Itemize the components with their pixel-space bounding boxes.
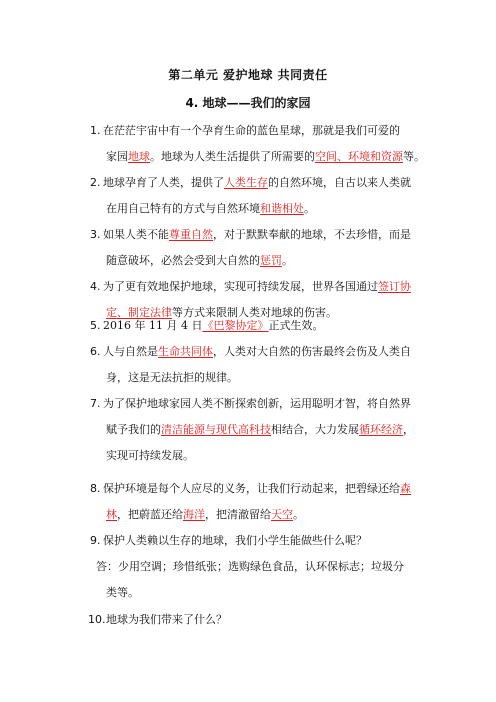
item-number: 5. bbox=[90, 319, 101, 332]
highlighted-answer: 清洁能源与现代高科技 bbox=[161, 423, 271, 436]
text-segment: 。地球为人类生活提供了所需要的 bbox=[150, 150, 315, 163]
list-item bbox=[0, 476, 430, 528]
text-segment: 等方式来限制人类对地球的伤害。 bbox=[172, 306, 337, 319]
text-segment: 保护人类赖以生存的地球，我们小学生能做些什么呢？ bbox=[103, 534, 367, 547]
text-line bbox=[103, 339, 430, 365]
text-segment: 地球孕育了人类，提供了 bbox=[103, 176, 224, 189]
text-segment: 等。 bbox=[403, 150, 425, 163]
text-segment: 相结合，大力发展 bbox=[271, 423, 359, 436]
unit-title: 第二单元 爱护地球 共同责任 bbox=[168, 68, 328, 82]
text-line bbox=[106, 196, 430, 222]
item-number: 6. bbox=[90, 345, 101, 358]
highlighted-answer: 和谐相处 bbox=[260, 202, 304, 215]
text-line bbox=[106, 144, 430, 170]
highlighted-answer: 森 bbox=[400, 482, 411, 495]
text-segment: 在用自己特有的方式与自然环境 bbox=[106, 202, 260, 215]
text-line bbox=[106, 248, 430, 274]
highlighted-answer: 人类生存 bbox=[224, 176, 268, 189]
list-item bbox=[0, 339, 430, 391]
list-item bbox=[0, 391, 430, 469]
item-number: 9. bbox=[90, 534, 101, 547]
item-number: 1. bbox=[90, 124, 101, 137]
item-number: 4. bbox=[90, 280, 101, 293]
text-segment: 为了更有效地保护地球，实现可持续发展，世界各国通过 bbox=[103, 280, 378, 293]
text-line bbox=[106, 607, 430, 633]
highlighted-answer: 惩罚 bbox=[260, 254, 282, 267]
list-item bbox=[0, 528, 430, 554]
text-segment: ，把清澈留给 bbox=[205, 508, 271, 521]
text-line bbox=[103, 313, 430, 339]
text-line bbox=[103, 391, 430, 417]
highlighted-answer: 定、制定法律 bbox=[106, 306, 172, 319]
answer-block bbox=[0, 554, 430, 606]
text-segment: 类等。 bbox=[106, 586, 139, 599]
text-segment: ，把蔚蓝还给 bbox=[117, 508, 183, 521]
text-segment: 保护环境是每个人应尽的义务，让我们行动起来，把碧绿还给 bbox=[103, 482, 400, 495]
text-segment: 赋予我们的 bbox=[106, 423, 161, 436]
text-line bbox=[106, 443, 430, 469]
text-segment: 2016 年 11 月 4 日 bbox=[103, 319, 203, 332]
text-segment: ，人类对大自然的伤害最终会伤及人类自 bbox=[213, 345, 411, 358]
text-segment: 。 bbox=[293, 508, 304, 521]
item-number: 2. bbox=[90, 176, 101, 189]
text-line bbox=[103, 274, 430, 300]
text-line bbox=[96, 554, 430, 580]
list-item bbox=[0, 222, 430, 274]
text-segment: 在茫茫宇宙中有一个孕育生命的蓝色星球，那就是我们可爱的 bbox=[103, 124, 400, 137]
list-item bbox=[0, 118, 430, 170]
item-number: 10. bbox=[88, 613, 106, 626]
text-segment: ，对于默默奉献的地球，不去珍惜，而是 bbox=[213, 228, 411, 241]
text-line bbox=[106, 417, 430, 443]
highlighted-answer: 生命共同体 bbox=[158, 345, 213, 358]
text-segment: 人与自然是 bbox=[103, 345, 158, 358]
item-number: 7. bbox=[90, 397, 101, 410]
text-segment: 随意破坏，必然会受到大自然的 bbox=[106, 254, 260, 267]
text-segment: 地球为我们带来了什么？ bbox=[106, 613, 227, 626]
text-line bbox=[106, 580, 430, 606]
highlighted-answer: 天空 bbox=[271, 508, 293, 521]
highlighted-answer: 林 bbox=[106, 508, 117, 521]
highlighted-answer: 尊重自然 bbox=[169, 228, 213, 241]
highlighted-answer: 《巴黎协定》 bbox=[202, 319, 269, 332]
highlighted-answer: 空间、环境和资源 bbox=[315, 150, 403, 163]
text-line bbox=[106, 502, 430, 528]
list-item bbox=[0, 607, 430, 633]
text-segment: 的自然环境，自古以来人类就 bbox=[268, 176, 411, 189]
text-line bbox=[103, 528, 430, 554]
item-number: 3. bbox=[90, 228, 101, 241]
highlighted-answer: 地球 bbox=[128, 150, 150, 163]
text-segment: 实现可持续发展。 bbox=[106, 449, 194, 462]
lesson-title: 4. 地球——我们的家园 bbox=[185, 96, 311, 110]
text-segment: 如果人类不能 bbox=[103, 228, 169, 241]
text-line bbox=[103, 222, 430, 248]
text-segment: ， bbox=[403, 423, 414, 436]
text-line bbox=[103, 170, 430, 196]
text-line bbox=[103, 476, 430, 502]
list-item bbox=[0, 170, 430, 222]
text-segment: 为了保护地球家园人类不断探索创新，运用聪明才智，将自然界 bbox=[103, 397, 411, 410]
text-line bbox=[106, 365, 430, 391]
text-segment: 。 bbox=[282, 254, 293, 267]
highlighted-answer: 海洋 bbox=[183, 508, 205, 521]
text-segment: 家园 bbox=[106, 150, 128, 163]
text-segment: 答：少用空调；珍惜纸张；选购绿色食品，认环保标志；垃圾分 bbox=[96, 560, 404, 573]
text-segment: 身，这是无法抗拒的规律。 bbox=[106, 371, 238, 384]
highlighted-answer: 循环经济 bbox=[359, 423, 403, 436]
list-item bbox=[0, 313, 430, 339]
item-number: 8. bbox=[90, 482, 101, 495]
text-line bbox=[103, 118, 430, 144]
text-segment: 。 bbox=[304, 202, 315, 215]
text-segment: 正式生效。 bbox=[268, 319, 324, 332]
highlighted-answer: 签订协 bbox=[378, 280, 411, 293]
